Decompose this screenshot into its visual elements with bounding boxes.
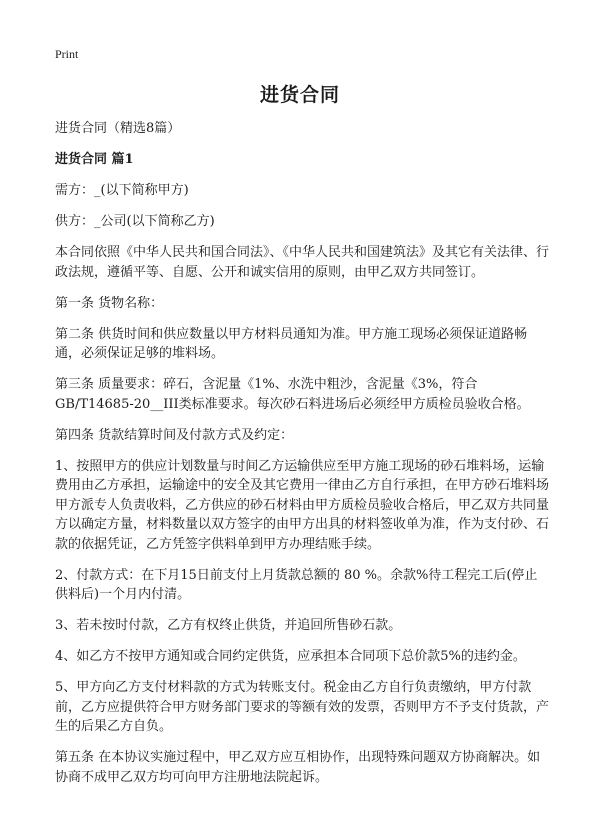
- paragraph-supplier: 供方：_公司(以下简称乙方): [55, 214, 215, 229]
- paragraph-clause-5: 5、甲方向乙方支付材料款的方式为转账支付。税金由乙方自行负责缴纳，甲方付款前，乙方应提供符合甲方财务部门要求的等额有效的发票，否则甲方不予支付货款，产生的后果乙方自负。: [55, 680, 550, 734]
- print-link[interactable]: Print: [55, 47, 79, 61]
- paragraph-article-5: 第五条 在本协议实施过程中，甲乙双方应互相协作，出现特殊问题双方协商解决。如协商不成甲乙双方均可向甲方注册地法院起诉。: [55, 750, 541, 785]
- document-subtitle: 进货合同（精选8篇）: [55, 121, 181, 136]
- paragraph-clause-4: 4、如乙方不按甲方通知或合同约定供货，应承担本合同项下总价款5%的违约金。: [55, 649, 526, 664]
- paragraph-preamble: 本合同依照《中华人民共和国合同法》、《中华人民共和国建筑法》及其它有关法律、行政法规，遵循平等、自愿、公开和诚实信用的原则，由甲乙双方共同签订。: [55, 245, 550, 280]
- page-title: 进货合同: [259, 84, 340, 106]
- paragraph-article-2: 第二条 供货时间和供应数量以甲方材料员通知为准。甲方施工现场必须保证道路畅通，必须保证足够的堆料场。: [55, 326, 528, 361]
- document-body: [55, 119, 550, 799]
- paragraph-clause-3: 3、若未按时付款，乙方有权终止供货，并追回所售砂石款。: [55, 618, 402, 633]
- paragraph-article-3: 第三条 质量要求：碎石，含泥量《1%、水洗中粗沙，含泥量《3%，符合GB/T14685-20__III类标准要求。每次砂石料进场后必须经甲方质检员验收合格。: [55, 377, 530, 412]
- paragraph-buyer: 需方：_(以下简称甲方): [55, 183, 189, 198]
- paragraph-clause-1: 1、按照甲方的供应计划数量与时间乙方运输供应至甲方施工现场的砂石堆料场，运输费用由乙方承担，运输途中的安全及其它费用一律由乙方自行承担，在甲方砂石堆料场甲方派专人负责收料，乙方供应的砂石材料由甲方质检员验收合格后，甲乙双方共同量方以确定方量，材料数量以双方签字的由甲方出具的材料签收单为准，作为支付砂、石款的依据凭证，乙方凭签字供料单到甲方办理结账手续。: [55, 458, 550, 552]
- paragraph-article-1: 第一条 货物名称：: [55, 295, 164, 311]
- section-heading: 进货合同 篇1: [55, 152, 134, 167]
- paragraph-clause-2: 2、付款方式：在下月15日前支付上月货款总额的 80 %。余款%待工程完工后(停止供料后)一个月内付清。: [55, 567, 538, 602]
- paragraph-article-4: 第四条 货款结算时间及付款方式及约定：: [55, 427, 294, 443]
